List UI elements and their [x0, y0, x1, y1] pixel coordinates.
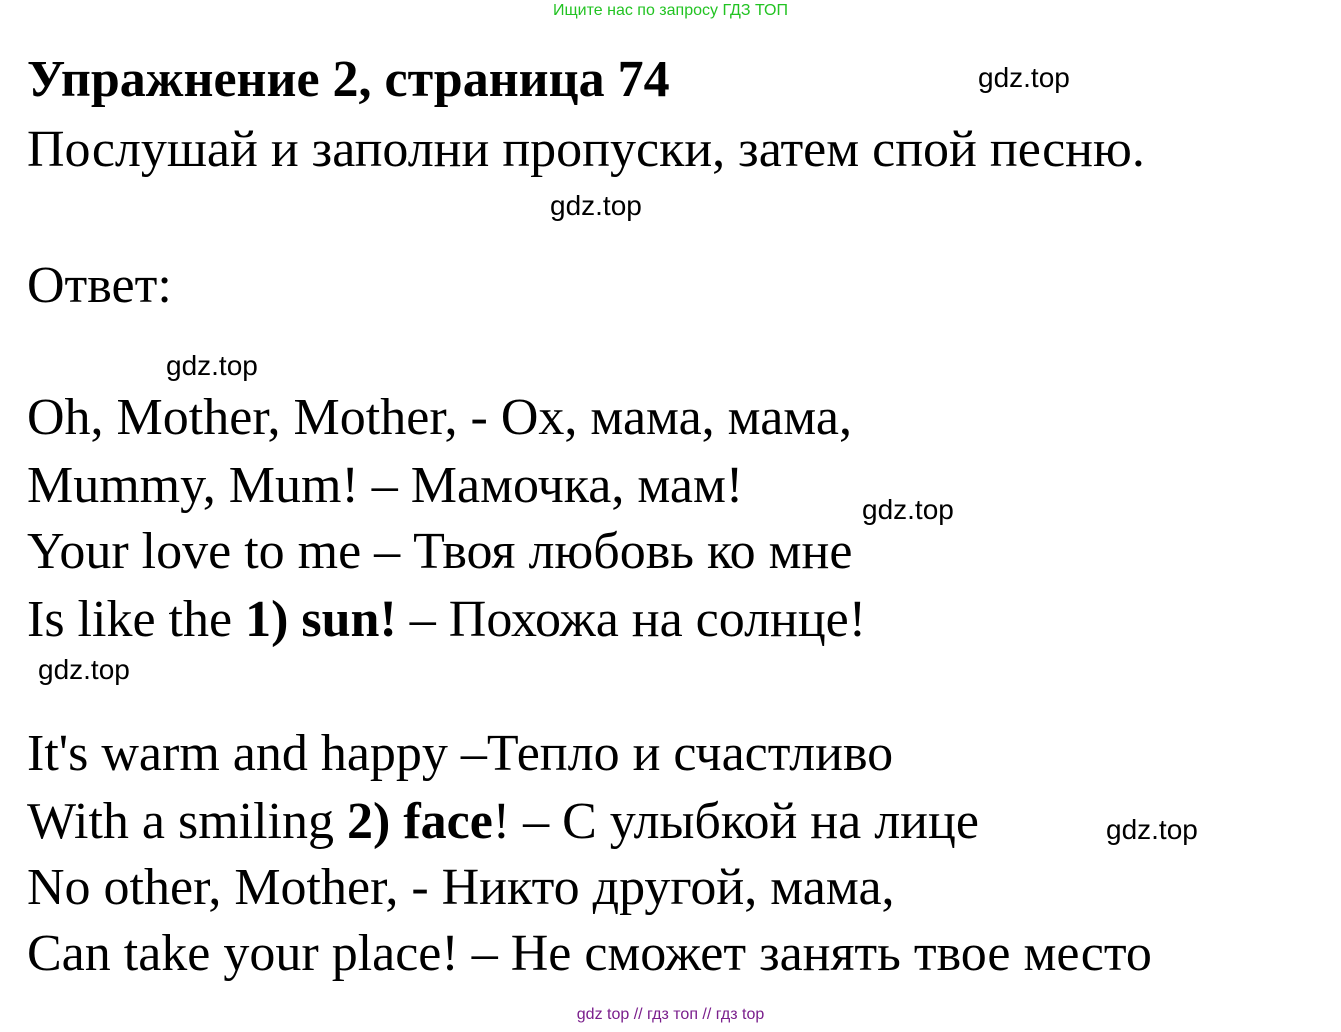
line-text: Is like the — [27, 591, 246, 648]
watermark: gdz.top — [1106, 814, 1198, 845]
answer-label: Ответ: — [27, 257, 172, 314]
line-text: – Похожа на солнце! — [396, 591, 867, 648]
watermark: gdz.top — [862, 494, 954, 525]
watermark: gdz.top — [550, 190, 642, 221]
answer-blank-1: 1) sun! — [245, 591, 397, 648]
watermark: gdz.top — [978, 62, 1070, 93]
watermark: gdz.top — [38, 654, 130, 685]
verse2-line3: No other, Mother, - Никто другой, мама, — [27, 859, 895, 916]
verse2-line1: It's warm and happy –Тепло и счастливо — [27, 725, 894, 782]
verse1-line3: Your love to me – Твоя любовь ко мне — [27, 523, 853, 580]
top-banner: Ищите нас по запросу ГДЗ ТОП — [553, 2, 788, 19]
page-title: Упражнение 2, страница 74 — [27, 51, 670, 108]
verse1-line1: Oh, Mother, Mother, - Ох, мама, мама, — [27, 389, 852, 446]
verse2-line4: Can take your place! – Не сможет занять твое место — [27, 925, 1152, 982]
instruction: Послушай и заполни пропуски, затем спой песню. — [27, 121, 1145, 178]
line-text: ! – С улыбкой на лице — [492, 793, 979, 850]
footer-watermark: gdz top // гдз топ // гдз top — [576, 1006, 765, 1023]
verse1-line4 — [27, 590, 866, 649]
answer-blank-2: 2) face — [347, 793, 493, 850]
verse2-line2 — [27, 792, 979, 851]
watermark: gdz.top — [166, 350, 258, 381]
verse1-line2: Mummy, Mum! – Мамочка, мам! — [27, 457, 744, 514]
line-text: With a smiling — [27, 793, 347, 850]
